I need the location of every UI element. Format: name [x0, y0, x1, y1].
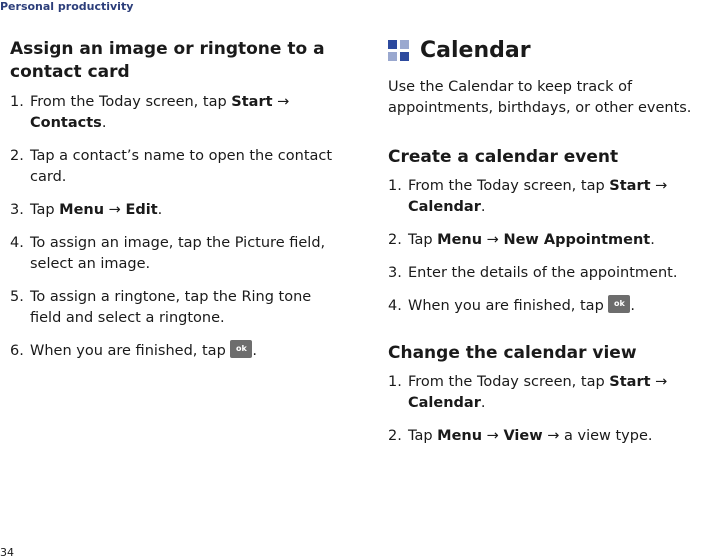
change-view-steps — [388, 372, 716, 447]
calendar-grid-icon — [388, 40, 410, 62]
step-item: 3. Tap Menu → Edit. — [10, 202, 163, 218]
running-header: Personal productivity — [0, 0, 134, 13]
ok-button-icon: ok — [608, 295, 630, 313]
step-item: 1. From the Today screen, tap Start → Contacts. — [10, 94, 290, 131]
change-view-title: Change the calendar view — [388, 343, 637, 363]
create-event-title: Create a calendar event — [388, 147, 619, 167]
step-item: 4. To assign an image, tap the Picture field, select an image. — [10, 235, 326, 272]
step-item: 5. To assign a ringtone, tap the Ring tone field and select a ringtone. — [10, 289, 312, 326]
step-item: 2. Tap Menu → New Appointment. — [388, 232, 655, 248]
menu-label: Menu — [59, 202, 105, 218]
section-title: Assign an image or ringtone to a contact card — [10, 39, 325, 82]
page-number: 34 — [0, 546, 14, 559]
steps-list — [10, 92, 345, 362]
step-item: 1. From the Today screen, tap Start → Calendar. — [388, 374, 668, 411]
menu-label: Edit — [125, 202, 158, 218]
menu-label: Menu — [437, 232, 483, 248]
step-item: 4. When you are finished, tap ok . — [388, 296, 716, 317]
menu-label: Start — [609, 374, 651, 390]
calendar-section — [388, 38, 716, 459]
menu-label: New Appointment — [503, 232, 651, 248]
calendar-intro: Use the Calendar to keep track of appointments, birthdays, or other events. — [388, 79, 692, 116]
step-item: 3. Enter the details of the appointment. — [388, 265, 678, 281]
calendar-heading-row — [388, 38, 716, 63]
step-item: 2. Tap a contact’s name to open the contact card. — [10, 148, 333, 185]
ok-button-icon: ok — [230, 340, 252, 358]
step-item: 2. Tap Menu → View → a view type. — [388, 428, 653, 444]
menu-label: Menu — [437, 428, 483, 444]
create-event-steps — [388, 176, 716, 317]
menu-label: Calendar — [408, 199, 481, 215]
step-item: 6. When you are finished, tap ok . — [10, 341, 345, 362]
step-item: 1. From the Today screen, tap Start → Calendar. — [388, 178, 668, 215]
menu-label: Start — [609, 178, 651, 194]
menu-label: Start — [231, 94, 273, 110]
menu-label: View — [503, 428, 543, 444]
calendar-heading: Calendar — [420, 38, 531, 63]
contact-card-section — [10, 38, 345, 374]
menu-label: Contacts — [30, 115, 102, 131]
menu-label: Calendar — [408, 395, 481, 411]
